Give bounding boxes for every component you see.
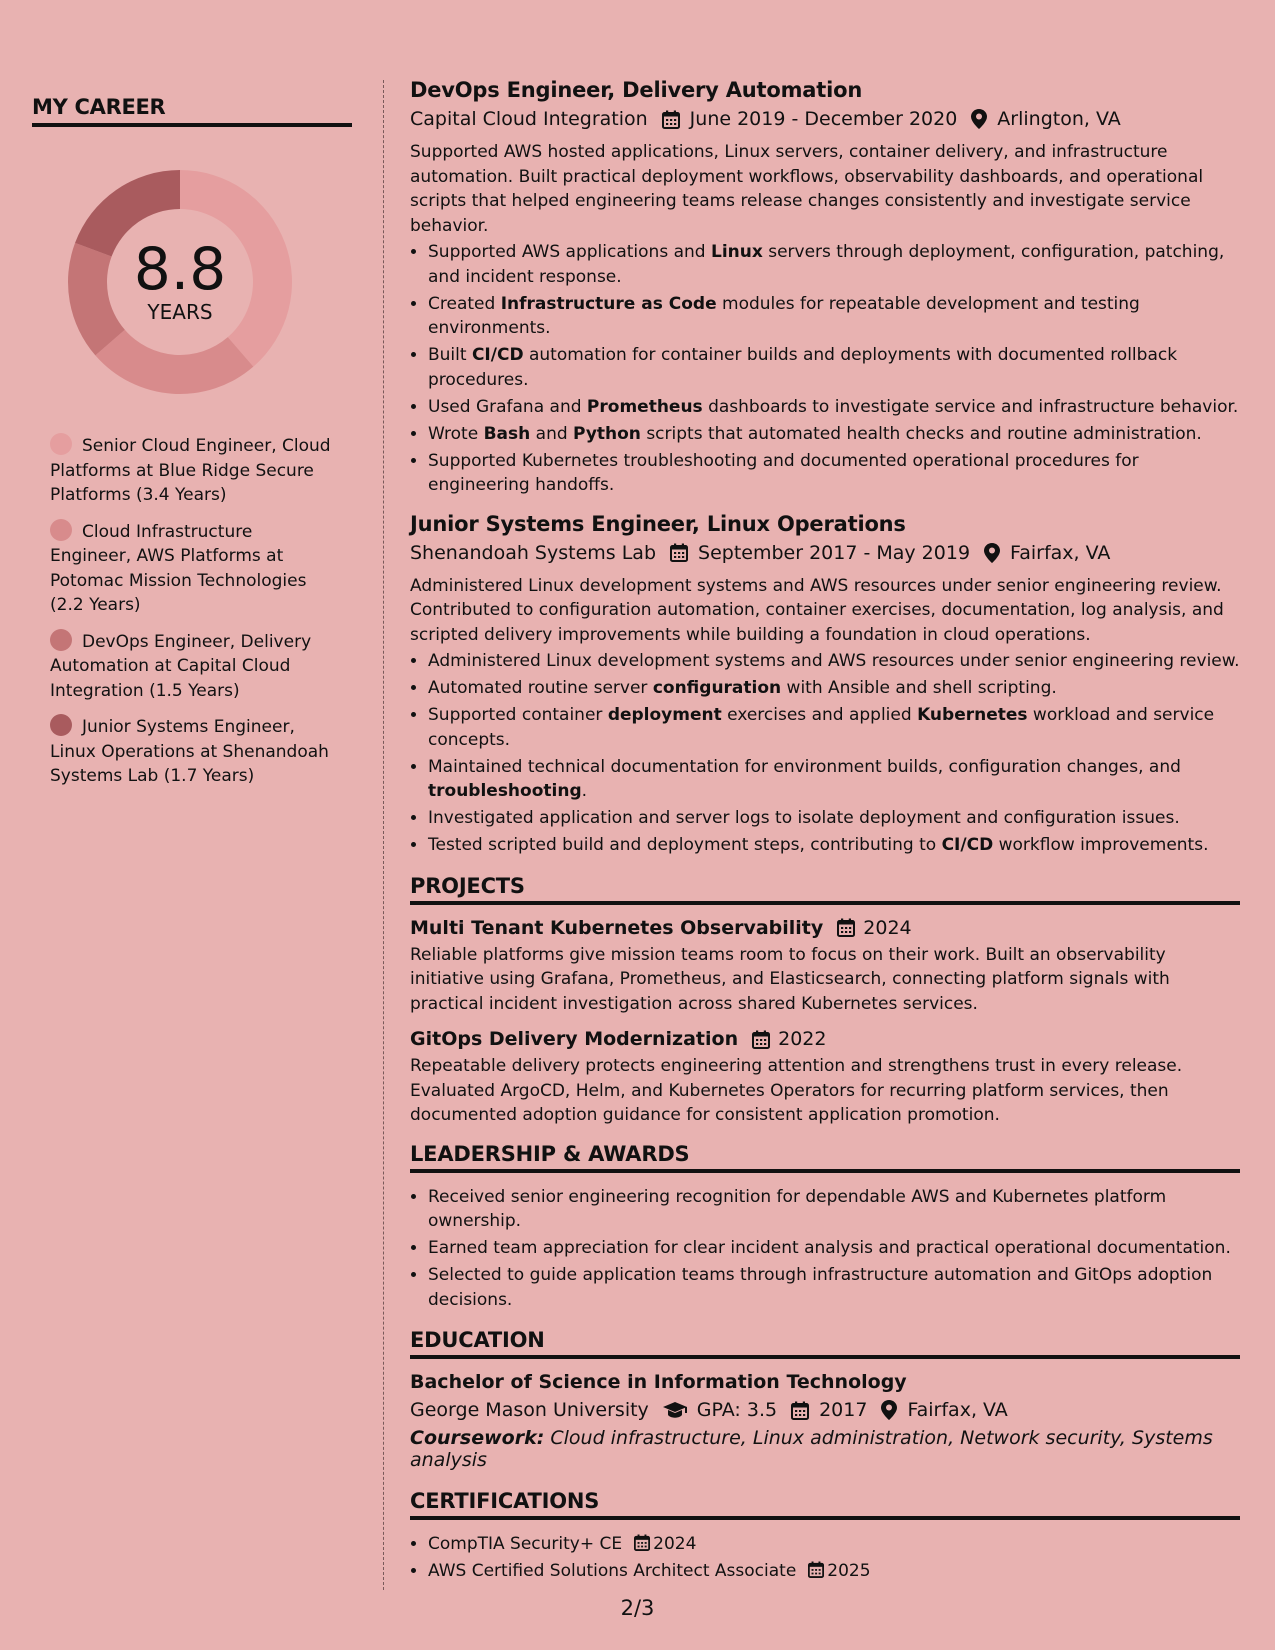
job-bullet: • Investigated application and server logs to isolate deployment and configuration issues. <box>428 806 1240 831</box>
job-entry <box>410 78 1240 498</box>
calendar-icon <box>791 1401 809 1420</box>
calendar-icon <box>837 918 855 937</box>
job-bullet: • Supported container deployment exercises and applied Kubernetes workload and service concepts. <box>428 703 1240 752</box>
job-bullet: • Maintained technical documentation for environment builds, configuration changes, and troubleshooting. <box>428 755 1240 804</box>
project-description: Reliable platforms give mission teams room to focus on their work. Built an observability initiative using Grafana, Prometheus, and Elasticsearch, connecting platform signals with practical incident investigation across shared Kubernetes services. <box>410 944 1170 1014</box>
leadership-section <box>410 1142 1240 1313</box>
job-bullet: • Used Grafana and Prometheus dashboards to investigate service and infrastructure behavior. <box>428 395 1240 420</box>
page-number: 2/3 <box>620 1596 655 1620</box>
project-title-row <box>410 1028 1240 1050</box>
column-divider <box>383 80 384 1590</box>
career-donut-chart <box>65 167 295 397</box>
calendar-icon <box>808 1561 824 1578</box>
legend-dot <box>50 629 72 651</box>
certification-year: 2024 <box>653 1534 697 1554</box>
certifications-list <box>410 1532 1240 1584</box>
job-bullets <box>410 240 1240 498</box>
graduation-year: 2017 <box>819 1399 868 1421</box>
job-company: Capital Cloud Integration <box>410 108 648 130</box>
certification-name: AWS Certified Solutions Architect Associate <box>428 1561 797 1581</box>
certifications-heading: CERTIFICATIONS <box>410 1489 1240 1520</box>
certification-year: 2025 <box>827 1561 871 1581</box>
legend-dot <box>50 433 72 455</box>
legend-item <box>50 433 335 508</box>
legend-label: Cloud Infrastructure Engineer, AWS Platforms at Potomac Mission Technologies (2.2 Years) <box>50 521 307 615</box>
project-title-row <box>410 917 1240 939</box>
job-bullet: • Built CI/CD automation for container builds and deployments with documented rollback procedures. <box>428 343 1240 392</box>
location-pin-icon <box>971 109 987 129</box>
location-pin-icon <box>984 543 1000 563</box>
certifications-section <box>410 1489 1240 1584</box>
legend-item <box>50 519 335 618</box>
job-location: Fairfax, VA <box>1010 541 1111 564</box>
leadership-item: • Received senior engineering recognition for dependable AWS and Kubernetes platform ownership. <box>428 1185 1240 1234</box>
job-company: Shenandoah Systems Lab <box>410 541 657 564</box>
education-location: Fairfax, VA <box>907 1399 1008 1421</box>
job-bullet: • Administered Linux development systems and AWS resources under senior engineering review. <box>428 649 1240 674</box>
location-pin-icon <box>881 1400 897 1420</box>
calendar-icon <box>662 110 680 129</box>
leadership-item: • Earned team appreciation for clear incident analysis and practical operational documentation. <box>428 1236 1240 1261</box>
certification-item <box>428 1532 1240 1557</box>
job-bullet: • Automated routine server configuration with Ansible and shell scripting. <box>428 676 1240 701</box>
job-summary: Supported AWS hosted applications, Linux servers, container delivery, and infrastructure automation. Built practical deployment workflows, observability dashboards, and operational scripts that helped engineering teams release changes consistently and investigate service behavior. <box>410 142 1204 236</box>
legend-item <box>50 629 335 704</box>
education-heading: EDUCATION <box>410 1328 1240 1359</box>
education-section <box>410 1328 1240 1471</box>
projects-section <box>410 874 1240 1128</box>
legend-label: DevOps Engineer, Delivery Automation at Capital Cloud Integration (1.5 Years) <box>50 631 312 701</box>
job-dates: September 2017 - May 2019 <box>698 541 971 564</box>
main-column <box>410 78 1240 1586</box>
job-bullet: • Supported AWS applications and Linux servers through deployment, configuration, patching, and incident response. <box>428 240 1240 289</box>
job-bullet: • Supported Kubernetes troubleshooting and documented operational procedures for engineering handoffs. <box>428 449 1240 498</box>
projects-heading: PROJECTS <box>410 874 1240 905</box>
certification-item <box>428 1559 1240 1584</box>
job-meta <box>410 108 1240 130</box>
donut-center <box>65 167 295 397</box>
job-title: DevOps Engineer, Delivery Automation <box>410 78 863 102</box>
degree-title: Bachelor of Science in Information Technology <box>410 1371 907 1393</box>
coursework <box>410 1427 1240 1471</box>
job-summary: Administered Linux development systems and AWS resources under senior engineering review. Contributed to configuration automation, container exercises, documentation, log analysis, and scripted delivery improvements while building a foundation in cloud operations. <box>410 575 1224 645</box>
gpa: GPA: 3.5 <box>696 1399 778 1421</box>
total-years-value: 8.8 <box>133 235 227 303</box>
job-bullet: • Tested scripted build and deployment steps, contributing to CI/CD workflow improvements. <box>428 833 1240 858</box>
total-years-unit: YEARS <box>147 300 213 324</box>
job-title: Junior Systems Engineer, Linux Operations <box>410 511 906 536</box>
leadership-list <box>410 1185 1240 1313</box>
job-meta <box>410 542 1240 564</box>
job-location: Arlington, VA <box>997 108 1121 130</box>
project-title: Multi Tenant Kubernetes Observability <box>410 916 824 939</box>
career-legend <box>50 433 335 789</box>
project-description: Repeatable delivery protects engineering attention and strengthens trust in every release. Evaluated ArgoCD, Helm, and Kubernetes Operators for recurring platform services, then documented adoption guidance for consistent application promotion. <box>410 1056 1183 1125</box>
job-bullet: • Wrote Bash and Python scripts that automated health checks and routine administration. <box>428 422 1240 447</box>
job-dates: June 2019 - December 2020 <box>689 108 958 130</box>
legend-dot <box>50 714 72 736</box>
project-title: GitOps Delivery Modernization <box>410 1028 739 1050</box>
certification-name: CompTIA Security+ CE <box>428 1534 623 1554</box>
coursework-label: Coursework: <box>410 1427 545 1449</box>
project-year: 2022 <box>778 1028 827 1050</box>
career-sidebar <box>32 95 352 800</box>
legend-label: Junior Systems Engineer, Linux Operations at Shenandoah Systems Lab (1.7 Years) <box>50 717 329 786</box>
legend-dot <box>50 519 72 541</box>
project-entry <box>410 917 1240 1017</box>
project-year: 2024 <box>863 916 912 939</box>
calendar-icon <box>634 1534 650 1551</box>
calendar-icon <box>670 543 688 562</box>
project-entry <box>410 1028 1240 1128</box>
job-bullet: • Created Infrastructure as Code modules for repeatable development and testing environments. <box>428 292 1240 341</box>
education-meta <box>410 1399 1240 1421</box>
calendar-icon <box>752 1030 770 1049</box>
leadership-item: • Selected to guide application teams through infrastructure automation and GitOps adoption decisions. <box>428 1263 1240 1312</box>
coursework-list: Cloud infrastructure, Linux administration, Network security, Systems analysis <box>410 1427 1213 1471</box>
graduation-cap-icon <box>663 1401 687 1419</box>
career-heading: MY CAREER <box>32 95 352 127</box>
job-entry <box>410 512 1240 858</box>
legend-item <box>50 714 335 789</box>
leadership-heading: LEADERSHIP & AWARDS <box>410 1142 1240 1173</box>
school-name: George Mason University <box>410 1399 649 1421</box>
job-bullets <box>410 649 1240 858</box>
legend-label: Senior Cloud Engineer, Cloud Platforms at Blue Ridge Secure Platforms (3.4 Years) <box>50 436 331 505</box>
